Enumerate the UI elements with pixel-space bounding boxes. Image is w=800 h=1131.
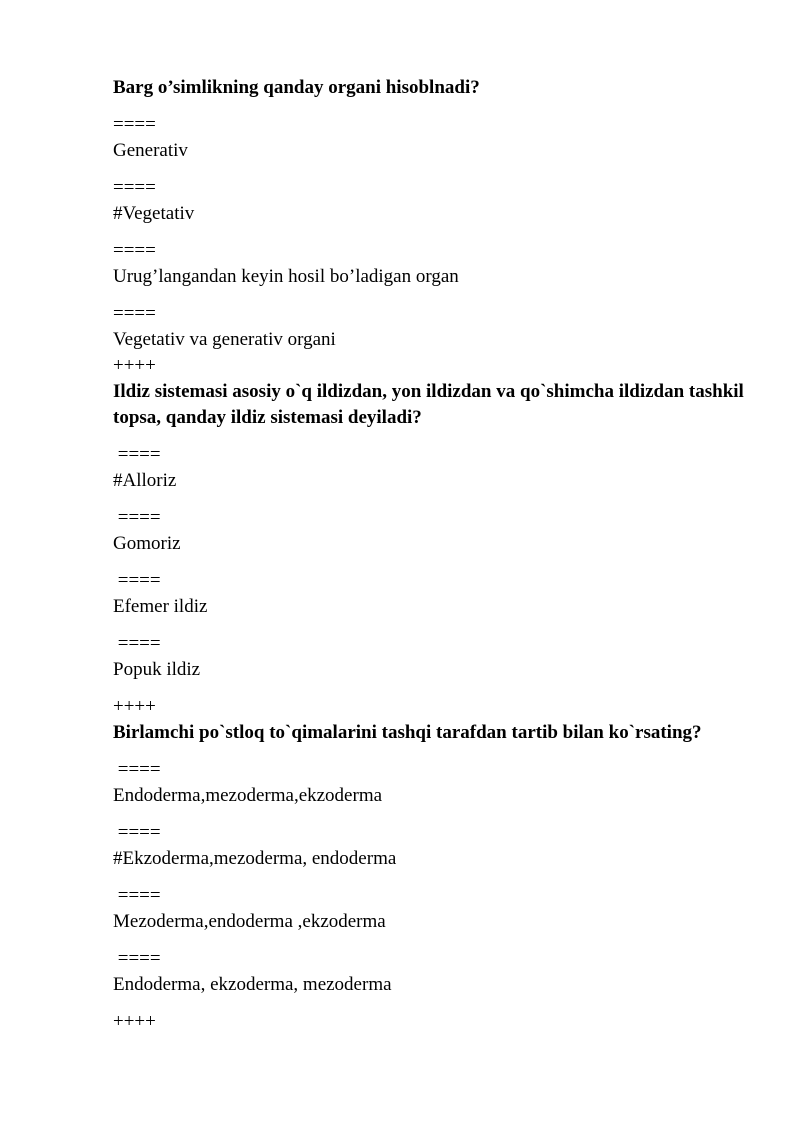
question-line: Birlamchi po`stloq to`qimalarini tashqi tarafdan tartib bilan ko`rsating? [113, 722, 702, 743]
doc-line: ==== [113, 759, 161, 780]
doc-line: Endoderma, ekzoderma, mezoderma [113, 974, 392, 995]
doc-line: ++++ [113, 1011, 156, 1032]
doc-line: Mezoderma,endoderma ,ekzoderma [113, 911, 386, 932]
doc-line: ++++ [113, 696, 156, 717]
doc-line: ==== [113, 444, 161, 465]
doc-line: Generativ [113, 140, 188, 161]
doc-line: #Alloriz [113, 470, 177, 491]
doc-line: ==== [113, 633, 161, 654]
doc-line: ==== [113, 240, 156, 261]
doc-line: ==== [113, 885, 161, 906]
doc-line: ==== [113, 948, 161, 969]
doc-line: ==== [113, 114, 156, 135]
doc-line: #Vegetativ [113, 203, 195, 224]
doc-line: Endoderma,mezoderma,ekzoderma [113, 785, 383, 806]
doc-line: ==== [113, 822, 161, 843]
doc-line: ==== [113, 570, 161, 591]
doc-line: Urug’langandan keyin hosil bo’ladigan organ [113, 266, 459, 287]
doc-line: Efemer ildiz [113, 596, 208, 617]
doc-line: Gomoriz [113, 533, 181, 554]
question-line: Ildiz sistemasi asosiy o`q ildizdan, yon ildizdan va qo`shimcha ildizdan tashkil topsa, qanday ildiz sistemasi deyiladi? [113, 381, 749, 428]
question-line: Barg o’simlikning qanday organi hisoblnadi? [113, 77, 480, 98]
doc-line: ==== [113, 303, 156, 324]
doc-line: ==== [113, 177, 156, 198]
doc-line: #Ekzoderma,mezoderma, endoderma [113, 848, 397, 869]
doc-line: ++++ [113, 355, 156, 376]
doc-line: Popuk ildiz [113, 659, 201, 680]
doc-line: ==== [113, 507, 161, 528]
document-body [113, 75, 753, 1035]
doc-line: Vegetativ va generativ organi [113, 329, 336, 350]
